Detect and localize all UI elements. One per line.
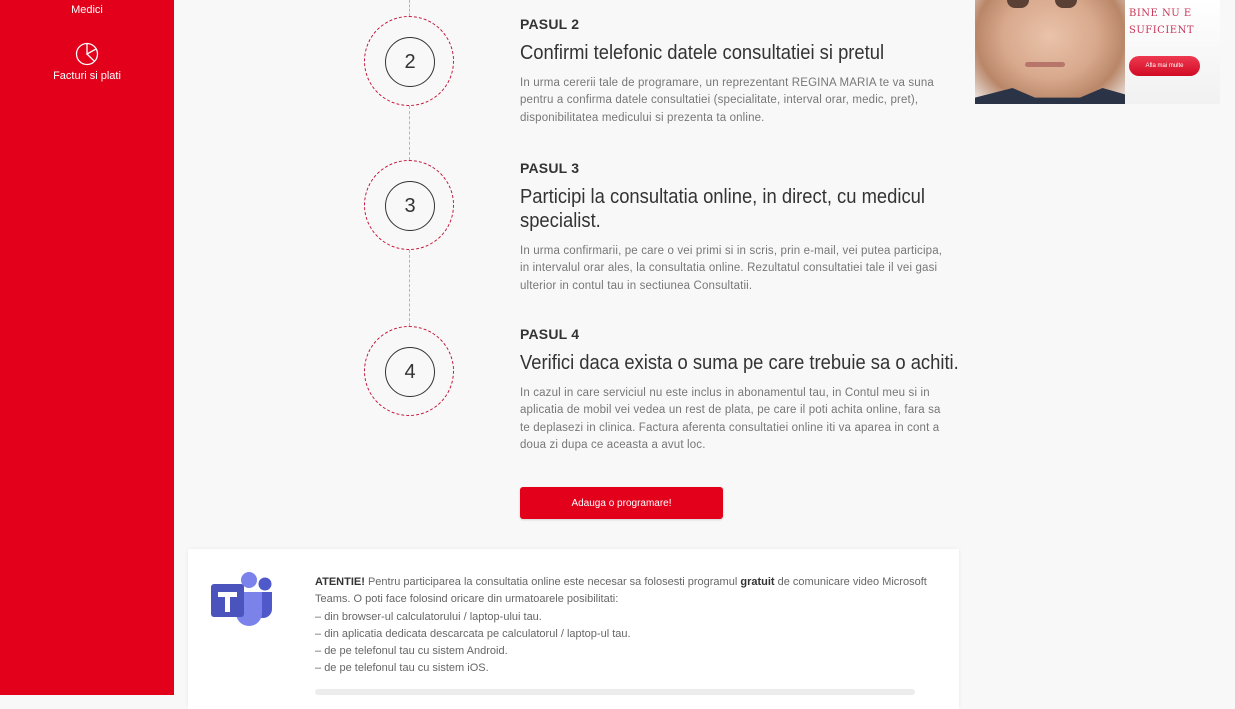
add-appointment-button[interactable]: Adauga o programare! xyxy=(520,487,723,519)
step-3-marker xyxy=(364,160,454,250)
cut-off-text-line xyxy=(315,689,915,695)
step-number: 4 xyxy=(385,347,435,397)
step-title: Confirmi telefonic datele consultatiei si pretul xyxy=(520,42,885,64)
notice-warning-label: ATENTIE! xyxy=(315,576,365,588)
photo-detail xyxy=(1055,0,1077,8)
photo-detail xyxy=(1025,62,1065,67)
step-2-marker xyxy=(364,16,454,106)
step-3 xyxy=(520,160,950,295)
timeline-connector xyxy=(409,250,410,326)
notice-text xyxy=(315,574,935,678)
photo-detail xyxy=(1007,0,1029,8)
step-4-marker xyxy=(364,326,454,416)
notice-free-label: gratuit xyxy=(740,576,775,588)
list-item: – din aplicatia dedicata descarcata pe calculatorul / laptop-ul tau. xyxy=(315,626,935,643)
step-title: Verifici daca exista o suma pe care trebuie sa o achiti. xyxy=(520,352,959,374)
promo-photo xyxy=(975,0,1125,104)
step-description: In cazul in care serviciul nu este inclus in abonamentul tau, in Contul meu si in aplicatia de mobil vei vedea un rest de plata, pe care il poti achita online, fara sa te deplasezi in clinica. Factura aferenta consultatiei online iti va aparea in cont a doua zi dupa ce aceasta a avut loc. xyxy=(520,387,941,452)
list-item: – din browser-ul calculatorului / laptop-ului tau. xyxy=(315,609,935,626)
microsoft-teams-icon xyxy=(210,571,274,629)
sidebar-item-facturi-si-plati[interactable] xyxy=(0,42,174,82)
sidebar-item-label: Facturi si plati xyxy=(53,70,121,82)
list-item: – de pe telefonul tau cu sistem Android. xyxy=(315,643,935,660)
sidebar xyxy=(0,0,174,695)
list-item: – de pe telefonul tau cu sistem iOS. xyxy=(315,660,935,677)
sidebar-item-medici[interactable] xyxy=(0,4,174,16)
step-title: Participi la consultatia online, in direct, cu medicul specialist. xyxy=(520,186,926,232)
step-2 xyxy=(520,16,950,127)
step-label: PASUL 4 xyxy=(520,326,580,342)
timeline-connector xyxy=(409,0,410,16)
step-label: PASUL 3 xyxy=(520,160,580,176)
step-number: 2 xyxy=(385,37,435,87)
pie-chart-icon xyxy=(75,42,99,66)
step-description: In urma cererii tale de programare, un reprezentant REGINA MARIA te va suna pentru a confirma datele consultatiei (specialitate, interval orar, medic, pret), disponibilitatea medicului si prezenta ta online. xyxy=(520,77,934,124)
sidebar-item-label: Medici xyxy=(71,4,103,16)
promo-banner[interactable] xyxy=(975,0,1220,104)
main-content xyxy=(174,0,964,695)
teams-notice-card xyxy=(188,549,959,709)
step-description: In urma confirmarii, pe care o vei primi si in scris, prin e-mail, vei putea participa, in intervalul orar ales, la consultatia online. Rezultatul consultatiei tale il vei gasi ulterior in contul tau in sectiunea Consultatii. xyxy=(520,245,943,292)
timeline-connector xyxy=(409,106,410,160)
learn-more-button[interactable]: Afla mai multe xyxy=(1129,56,1200,76)
teams-options-list xyxy=(315,609,935,678)
photo-detail xyxy=(975,88,1125,104)
promo-tagline: BINE NU E SUFICIENT xyxy=(1129,8,1194,36)
step-number: 3 xyxy=(385,181,435,231)
notice-paragraph: ATENTIE! Pentru participarea la consultatia online este necesar sa folosesti programul gratuit de comunicare video Microsoft Teams. O poti face folosind oricare din urmatoarele posibilitati: xyxy=(315,576,927,606)
step-4 xyxy=(520,326,959,455)
step-label: PASUL 2 xyxy=(520,16,580,32)
